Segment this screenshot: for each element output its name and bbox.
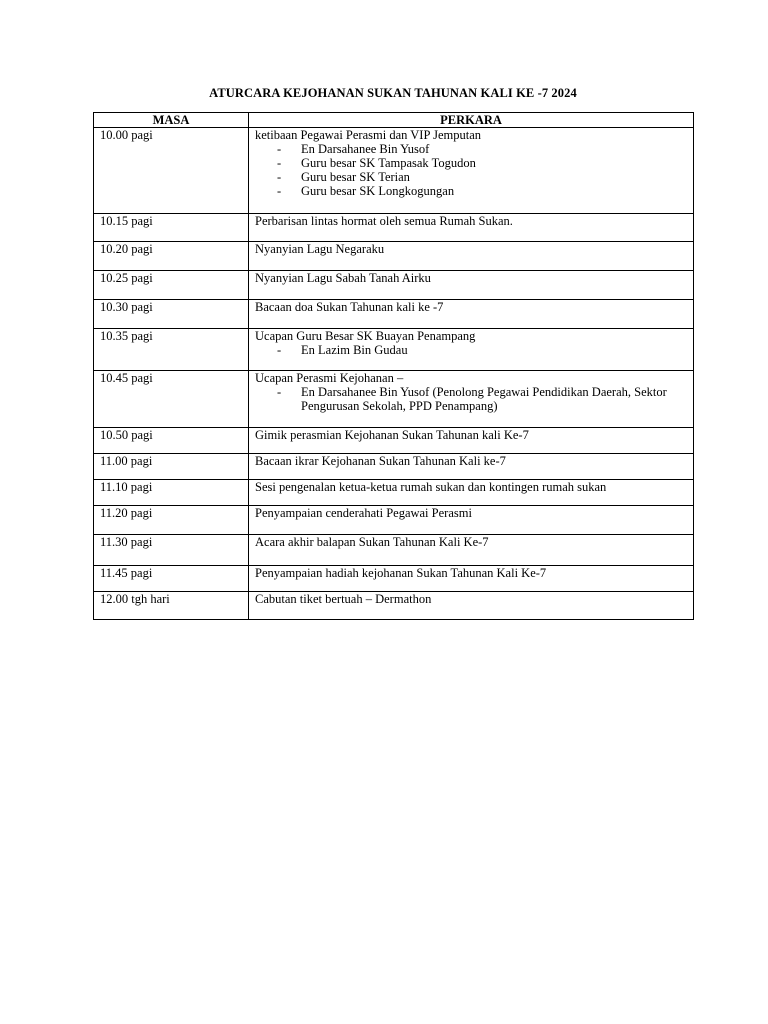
bullet-dash: - <box>277 156 282 170</box>
list-item-text: Guru besar SK Longkogungan <box>301 184 455 198</box>
column-header-event: PERKARA <box>249 113 694 128</box>
time-cell: 10.50 pagi <box>94 428 249 454</box>
table-row <box>94 371 694 428</box>
table-row <box>94 329 694 371</box>
bullet-dash: - <box>277 385 282 399</box>
table-row <box>94 271 694 300</box>
event-cell: Sesi pengenalan ketua-ketua rumah sukan dan kontingen rumah sukan <box>249 480 694 506</box>
table-row <box>94 242 694 271</box>
table-row <box>94 506 694 535</box>
list-item-text: En Darsahanee Bin Yusof (Penolong Pegawai Pendidikan Daerah, Sektor Pengurusan Sekolah, PPD Penampang) <box>301 385 667 413</box>
time-cell: 12.00 tgh hari <box>94 592 249 620</box>
table-row <box>94 454 694 480</box>
bullet-dash: - <box>277 343 282 357</box>
table-row <box>94 128 694 214</box>
list-item-text: En Darsahanee Bin Yusof <box>301 142 430 156</box>
time-cell: 10.20 pagi <box>94 242 249 271</box>
event-cell: Nyanyian Lagu Sabah Tanah Airku <box>249 271 694 300</box>
table-row <box>94 535 694 566</box>
event-cell: Penyampaian cenderahati Pegawai Perasmi <box>249 506 694 535</box>
time-cell: 11.30 pagi <box>94 535 249 566</box>
table-row <box>94 428 694 454</box>
time-cell: 10.15 pagi <box>94 214 249 242</box>
time-cell: 10.45 pagi <box>94 371 249 428</box>
list-item-text: Guru besar SK Terian <box>301 170 410 184</box>
event-cell: Gimik perasmian Kejohanan Sukan Tahunan kali Ke-7 <box>249 428 694 454</box>
time-cell: 11.45 pagi <box>94 566 249 592</box>
time-cell: 11.00 pagi <box>94 454 249 480</box>
event-cell: Nyanyian Lagu Negaraku <box>249 242 694 271</box>
table-row <box>94 592 694 620</box>
list-item <box>255 184 687 198</box>
bullet-dash: - <box>277 170 282 184</box>
list-item <box>255 385 687 413</box>
list-item <box>255 343 687 357</box>
event-cell <box>249 371 694 428</box>
event-text: Ucapan Perasmi Kejohanan – <box>255 371 404 385</box>
event-cell: Acara akhir balapan Sukan Tahunan Kali Ke-7 <box>249 535 694 566</box>
event-text: ketibaan Pegawai Perasmi dan VIP Jemputan <box>255 128 481 142</box>
event-cell: Bacaan doa Sukan Tahunan kali ke -7 <box>249 300 694 329</box>
table-header-row <box>94 113 694 128</box>
document-title: ATURCARA KEJOHANAN SUKAN TAHUNAN KALI KE -7 2024 <box>209 86 577 100</box>
list-item <box>255 156 687 170</box>
event-cell: Bacaan ikrar Kejohanan Sukan Tahunan Kali ke-7 <box>249 454 694 480</box>
time-cell: 10.30 pagi <box>94 300 249 329</box>
event-cell: Penyampaian hadiah kejohanan Sukan Tahunan Kali Ke-7 <box>249 566 694 592</box>
event-cell: Cabutan tiket bertuah – Dermathon <box>249 592 694 620</box>
time-cell: 11.20 pagi <box>94 506 249 535</box>
event-cell <box>249 329 694 371</box>
schedule-table <box>93 112 694 620</box>
event-text: Ucapan Guru Besar SK Buayan Penampang <box>255 329 476 343</box>
column-header-time: MASA <box>94 113 249 128</box>
event-cell <box>249 128 694 214</box>
list-item-text: En Lazim Bin Gudau <box>301 343 408 357</box>
table-row <box>94 480 694 506</box>
table-row <box>94 214 694 242</box>
list-item <box>255 142 687 156</box>
time-cell: 10.35 pagi <box>94 329 249 371</box>
time-cell: 10.00 pagi <box>94 128 249 214</box>
table-row <box>94 566 694 592</box>
time-cell: 11.10 pagi <box>94 480 249 506</box>
table-row <box>94 300 694 329</box>
bullet-dash: - <box>277 142 282 156</box>
event-cell: Perbarisan lintas hormat oleh semua Rumah Sukan. <box>249 214 694 242</box>
time-cell: 10.25 pagi <box>94 271 249 300</box>
list-item <box>255 170 687 184</box>
list-item-text: Guru besar SK Tampasak Togudon <box>301 156 476 170</box>
bullet-dash: - <box>277 184 282 198</box>
